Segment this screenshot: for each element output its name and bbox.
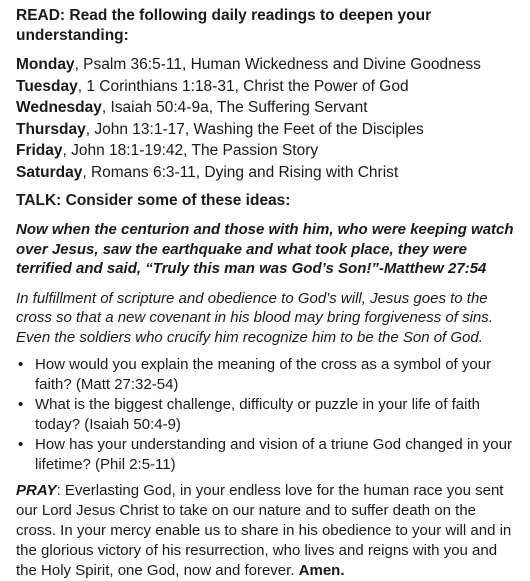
list-item [16, 395, 514, 434]
reading-day: Tuesday [16, 77, 78, 95]
reading-day: Wednesday [16, 99, 102, 116]
pray-label: PRAY [16, 482, 57, 499]
reading-day: Friday [16, 142, 63, 159]
list-item [16, 355, 514, 394]
reading-day: Thursday [16, 120, 86, 138]
read-intro: Read the following daily readings to deepen your understanding: [16, 7, 432, 44]
reading-text: , John 18:1-19:42, The Passion Story [62, 142, 319, 159]
talk-label: TALK: [16, 192, 62, 209]
prayer-paragraph [16, 481, 514, 581]
bullet-icon: • [18, 396, 24, 413]
reading-text: , Romans 6:3-11, Dying and Rising with Christ [82, 163, 399, 181]
scripture-quote: Now when the centurion and those with him, who were keeping watch over Jesus, saw the earthquake and what took place, they were terrified and said, “Truly this man was God’s Son!”-Matthew 27:54 [16, 221, 514, 277]
bullet-icon: • [18, 436, 24, 453]
reading-day: Saturday [16, 163, 83, 181]
daily-readings-list [16, 54, 514, 183]
reading-text: , Isaiah 50:4-9a, The Suffering Servant [101, 99, 368, 116]
question-text: What is the biggest challenge, difficulty or puzzle in your life of faith today? (Isaiah 50:4-9) [35, 396, 480, 433]
question-text: How has your understanding and vision of a triune God changed in your lifetime? (Phil 2:5-11) [35, 436, 512, 473]
read-heading [16, 6, 514, 46]
reading-text: , 1 Corinthians 1:18-31, Christ the Power of God [77, 77, 409, 95]
reading-monday [16, 54, 514, 76]
talk-heading [16, 191, 514, 211]
talk-intro: Consider some of these ideas: [61, 192, 291, 209]
reading-text: , John 13:1-17, Washing the Feet of the Disciples [85, 120, 424, 138]
reading-day: Monday [16, 56, 75, 73]
read-label: READ: [16, 7, 66, 24]
reflection-paragraph: In fulfillment of scripture and obedience to God’s will, Jesus goes to the cross so that a new covenant in his blood may bring forgiveness of sins. Even the soldiers who crucify him recognize him to be the Son of God. [16, 289, 493, 346]
question-text: How would you explain the meaning of the cross as a symbol of your faith? (Matt 27:32-54) [35, 356, 492, 393]
reading-wednesday [16, 97, 514, 119]
reading-thursday [16, 119, 514, 141]
reading-text: , Psalm 36:5-11, Human Wickedness and Divine Goodness [74, 56, 481, 73]
reading-friday [16, 140, 514, 162]
amen-text: Amen. [298, 562, 345, 579]
reading-saturday [16, 162, 514, 184]
reading-tuesday [16, 76, 514, 98]
prayer-text: : Everlasting God, in your endless love for the human race you sent our Lord Jesus Christ to take on our nature and to suffer death on the cross. In your mercy enable us to share in his obedience to your will and in the glorious victory of his resurrection, who lives and reigns with you and the Holy Spirit, one God, now and forever. [16, 482, 512, 579]
discussion-questions [16, 355, 514, 474]
bullet-icon: • [18, 356, 24, 373]
list-item [16, 435, 514, 474]
